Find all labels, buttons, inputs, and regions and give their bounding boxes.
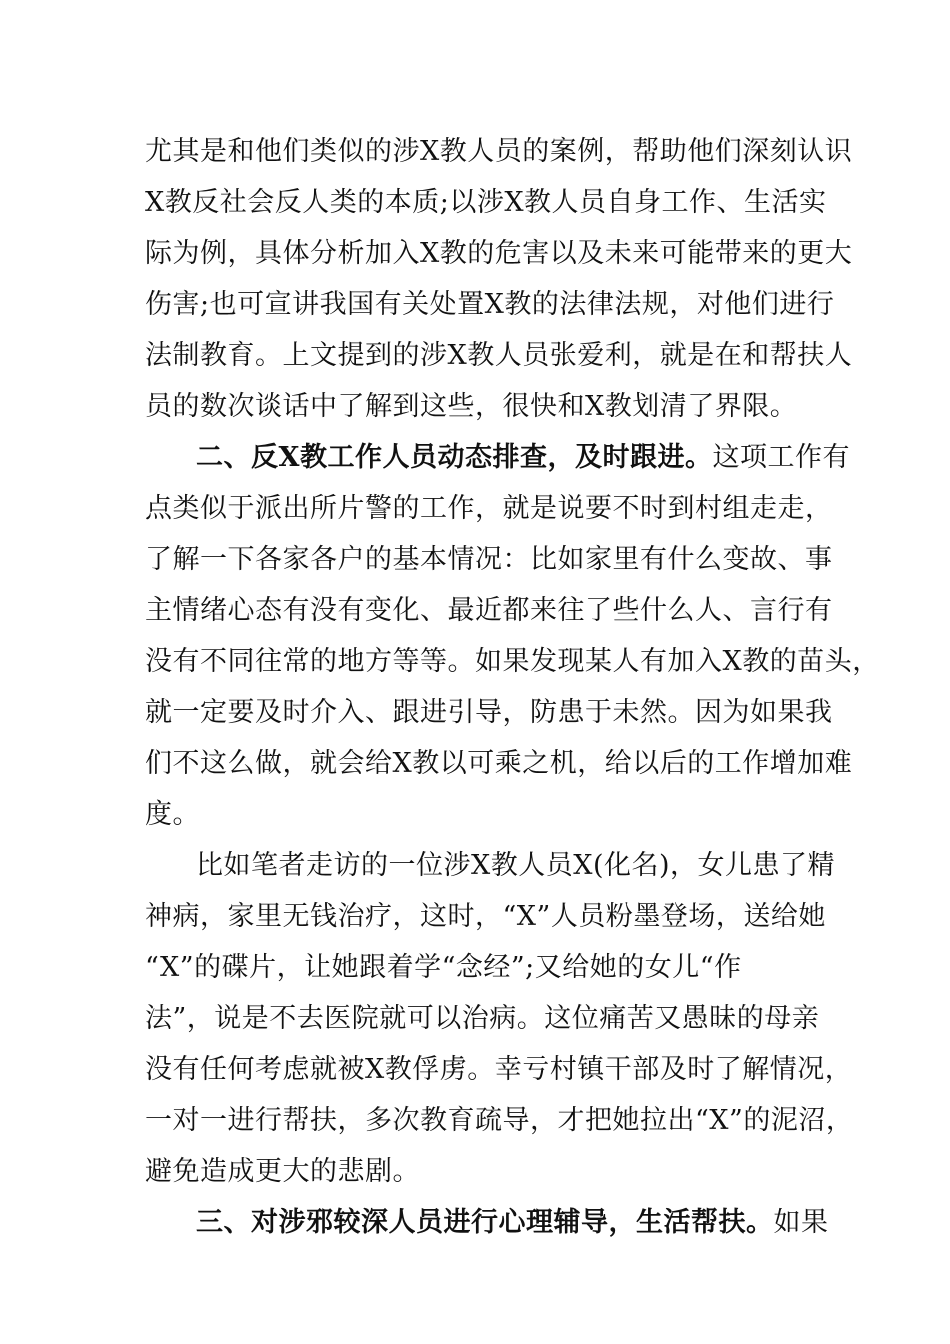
- paragraph-3-line-7: 避免造成更大的悲剧。: [145, 1156, 420, 1187]
- paragraph-2-line-8: 度。: [145, 799, 200, 830]
- paragraph-2-first-line-rest: 这项工作有: [712, 442, 850, 473]
- paragraph-3-line-4: 法”，说是不去医院就可以治病。这位痛苦又愚昧的母亲: [145, 1003, 820, 1034]
- paragraph-1-line-3: 际为例，具体分析加入X教的危害以及未来可能带来的更大: [145, 238, 853, 269]
- paragraph-3-line-6: 一对一进行帮扶，多次教育疏导，才把她拉出“X”的泥沼，: [145, 1105, 854, 1136]
- paragraph-3-line-5: 没有任何考虑就被X教俘虏。幸亏村镇干部及时了解情况，: [145, 1054, 853, 1085]
- section-2-heading: 二、反X教工作人员动态排查，及时跟进。: [196, 442, 713, 473]
- paragraph-1-line-4: 伤害;也可宣讲我国有关处置X教的法律法规，对他们进行: [145, 289, 835, 320]
- paragraph-2-line-4: 主情绪心态有没有变化、最近都来往了些什么人、言行有: [145, 595, 833, 626]
- paragraph-1-line-6: 员的数次谈话中了解到这些，很快和X教划清了界限。: [145, 391, 798, 422]
- paragraph-2-line-3: 了解一下各家各户的基本情况：比如家里有什么变故、事: [145, 544, 833, 575]
- paragraph-1-line-2: X教反社会反人类的本质;以涉X教人员自身工作、生活实: [145, 187, 827, 218]
- paragraph-4-first-line-rest: 如果: [773, 1207, 829, 1238]
- section-3-heading: 三、对涉邪较深人员进行心理辅导，生活帮扶。: [196, 1207, 774, 1238]
- paragraph-2-line-5: 没有不同往常的地方等等。如果发现某人有加入X教的苗头，: [145, 646, 880, 677]
- paragraph-1-line-1: 尤其是和他们类似的涉X教人员的案例，帮助他们深刻认识: [145, 136, 853, 167]
- paragraph-3-line-1: 比如笔者走访的一位涉X教人员X(化名)，女儿患了精: [196, 850, 836, 881]
- paragraph-2-line-6: 就一定要及时介入、跟进引导，防患于未然。因为如果我: [145, 697, 833, 728]
- paragraph-3-line-3: “X”的碟片，让她跟着学“念经”;又给她的女儿“作: [145, 952, 742, 983]
- paragraph-3-line-2: 神病，家里无钱治疗，这时，“X”人员粉墨登场，送给她: [145, 901, 826, 932]
- paragraph-4-first-line: [196, 1203, 829, 1243]
- paragraph-1-line-5: 法制教育。上文提到的涉X教人员张爱利，就是在和帮扶人: [145, 340, 853, 371]
- paragraph-2-first-line: [196, 438, 850, 478]
- paragraph-2-line-7: 们不这么做，就会给X教以可乘之机，给以后的工作增加难: [145, 748, 853, 779]
- paragraph-2-line-2: 点类似于派出所片警的工作，就是说要不时到村组走走，: [145, 493, 833, 524]
